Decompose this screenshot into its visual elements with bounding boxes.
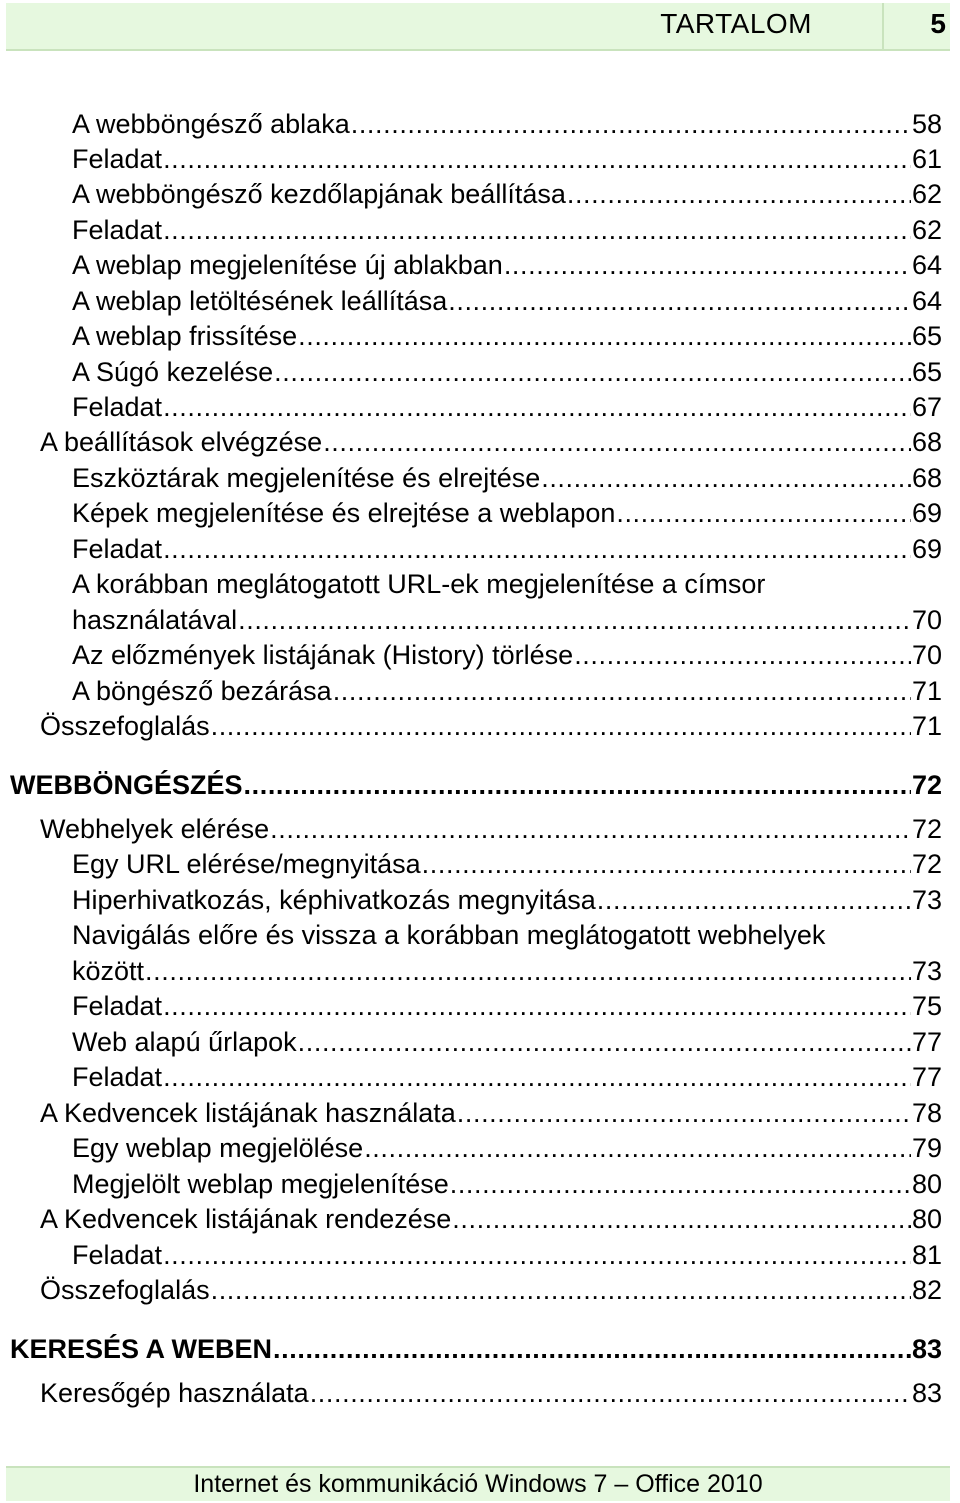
toc-label: Feladat [72,1062,163,1092]
toc-leader [567,177,911,211]
toc-label[interactable]: Navigálás előre és vissza a korábban meglátogatott webhelyek [72,920,826,950]
toc-label: A böngésző bezárása [72,676,332,706]
toc-page: 72 [911,770,942,800]
toc-label[interactable]: A korábban meglátogatott URL-ek megjelenítése a címsor [72,569,766,599]
toc-entry[interactable] [40,1202,942,1236]
toc-entry[interactable] [72,142,942,176]
toc-label: Feladat [72,534,163,564]
toc-label: Összefoglalás [40,711,210,741]
toc-label: Összefoglalás [40,1275,210,1305]
toc-entry[interactable] [72,461,942,495]
toc-page: 77 [911,1027,942,1057]
toc-leader [448,284,911,318]
toc-label: Megjelölt weblap megjelenítése [72,1169,449,1199]
toc-entry[interactable] [72,496,942,530]
toc-leader [238,603,911,637]
toc-leader [274,355,911,389]
toc-page: 62 [911,179,942,209]
toc-leader [333,674,911,708]
toc-label-continued: között [72,956,145,986]
toc-entry[interactable] [72,954,942,988]
toc-page: 69 [911,498,942,528]
toc-leader [310,1376,911,1410]
toc-page: 77 [911,1062,942,1092]
toc-entry[interactable] [72,674,942,708]
toc-leader [145,954,911,988]
toc-leader [163,1060,911,1094]
toc-page: 70 [911,640,942,670]
toc-leader [616,496,911,530]
toc-leader [163,142,911,176]
toc-leader [298,1025,911,1059]
toc-label: A weblap megjelenítése új ablakban [72,250,503,280]
toc-leader [457,1096,911,1130]
toc-entry[interactable] [72,284,942,318]
toc-page: 81 [911,1240,942,1270]
toc-entry[interactable] [72,1025,942,1059]
toc-label: Egy weblap megjelölése [72,1133,364,1163]
toc-entry[interactable] [40,709,942,743]
toc-entry[interactable] [40,1273,942,1307]
toc-leader [211,1273,911,1307]
toc-label-continued: használatával [72,605,238,635]
toc-leader [452,1202,911,1236]
toc-label: Feladat [72,215,163,245]
toc-leader [422,847,911,881]
toc-page: 58 [911,109,942,139]
toc-leader [163,390,911,424]
toc-page: 65 [911,357,942,387]
toc-chapter-label: KERESÉS A WEBEN [10,1334,273,1364]
toc-leader [323,425,911,459]
toc-label: Feladat [72,1240,163,1270]
toc-label: Egy URL elérése/megnyitása [72,849,421,879]
toc-page: 61 [911,144,942,174]
toc-page: 70 [911,605,942,635]
toc-label: Képek megjelenítése és elrejtése a weblapon [72,498,616,528]
toc-label: Webhelyek elérése [40,814,270,844]
toc-page: 72 [911,814,942,844]
header-title: TARTALOM [660,8,812,39]
toc-leader [298,319,911,353]
toc-leader [450,1167,911,1201]
page-number: 5 [930,8,946,39]
toc-label: A weblap letöltésének leállítása [72,286,448,316]
toc-leader [351,107,911,141]
toc-chapter[interactable] [10,1332,942,1366]
toc-leader [163,989,911,1023]
toc-page: 73 [911,956,942,986]
toc-leader [270,812,911,846]
toc-label: A Kedvencek listájának használata [40,1098,456,1128]
toc-leader [504,248,911,282]
toc-entry[interactable] [72,390,942,424]
toc-page: 82 [911,1275,942,1305]
toc-entry[interactable] [72,638,942,672]
toc-label: A webböngésző ablaka [72,109,350,139]
toc-page: 67 [911,392,942,422]
toc-label: Web alapú űrlapok [72,1027,297,1057]
toc-leader [163,532,911,566]
toc-entry[interactable] [40,425,942,459]
toc-chapter[interactable] [10,768,942,802]
toc-label: Feladat [72,991,163,1021]
toc-label: A Súgó kezelése [72,357,274,387]
toc-entry[interactable] [72,1131,942,1165]
toc-entry[interactable] [40,1096,942,1130]
toc-entry[interactable] [72,1238,942,1272]
toc-entry[interactable] [72,107,942,141]
toc-page: 80 [911,1169,942,1199]
toc-label: Hiperhivatkozás, képhivatkozás megnyitása [72,885,596,915]
toc-leader [364,1131,911,1165]
toc-entry[interactable] [72,603,942,637]
footer-text: Internet és kommunikáció Windows 7 – Office 2010 [193,1470,763,1498]
toc-label: A beállítások elvégzése [40,427,323,457]
toc-label: Feladat [72,392,163,422]
toc-entry[interactable] [72,847,942,881]
toc-page: 64 [911,250,942,280]
toc-leader [574,638,911,672]
toc-entry[interactable] [40,1376,942,1410]
toc-leader [163,1238,911,1272]
toc-label: A webböngésző kezdőlapjának beállítása [72,179,566,209]
toc-label: Eszköztárak megjelenítése és elrejtése [72,463,541,493]
toc-entry[interactable] [72,532,942,566]
toc-label: Feladat [72,144,163,174]
toc-page: 83 [911,1378,942,1408]
page-footer [6,1466,950,1501]
toc-page: 71 [911,676,942,706]
toc-leader [163,213,911,247]
toc-entry[interactable] [72,883,942,917]
toc-leader [541,461,911,495]
toc-page: 64 [911,286,942,316]
toc-label: Keresőgép használata [40,1378,309,1408]
toc-entry[interactable] [72,248,942,282]
toc-label: A Kedvencek listájának rendezése [40,1204,452,1234]
toc-leader [244,768,911,802]
toc-page: 75 [911,991,942,1021]
toc-entry[interactable] [72,1167,942,1201]
toc-entry[interactable] [72,177,942,211]
toc-entry[interactable] [72,1060,942,1094]
toc-page: 80 [911,1204,942,1234]
toc-entry[interactable] [72,989,942,1023]
toc-page: 78 [911,1098,942,1128]
toc-page: 68 [911,427,942,457]
toc-entry[interactable] [72,355,942,389]
toc-leader [211,709,911,743]
toc-chapter-label: WEBBÖNGÉSZÉS [10,770,243,800]
toc-entry[interactable] [72,213,942,247]
toc-label: Az előzmények listájának (History) törlése [72,640,574,670]
toc-label: A weblap frissítése [72,321,298,351]
toc-leader [273,1332,911,1366]
toc-page: 72 [911,849,942,879]
toc-entry[interactable] [72,319,942,353]
toc-page: 69 [911,534,942,564]
toc-page: 79 [911,1133,942,1163]
toc-page: 83 [911,1334,942,1364]
toc-page: 71 [911,711,942,741]
toc-leader [597,883,911,917]
toc-page: 65 [911,321,942,351]
toc-page: 68 [911,463,942,493]
toc-entry[interactable] [40,812,942,846]
toc-page: 62 [911,215,942,245]
toc-page: 73 [911,885,942,915]
